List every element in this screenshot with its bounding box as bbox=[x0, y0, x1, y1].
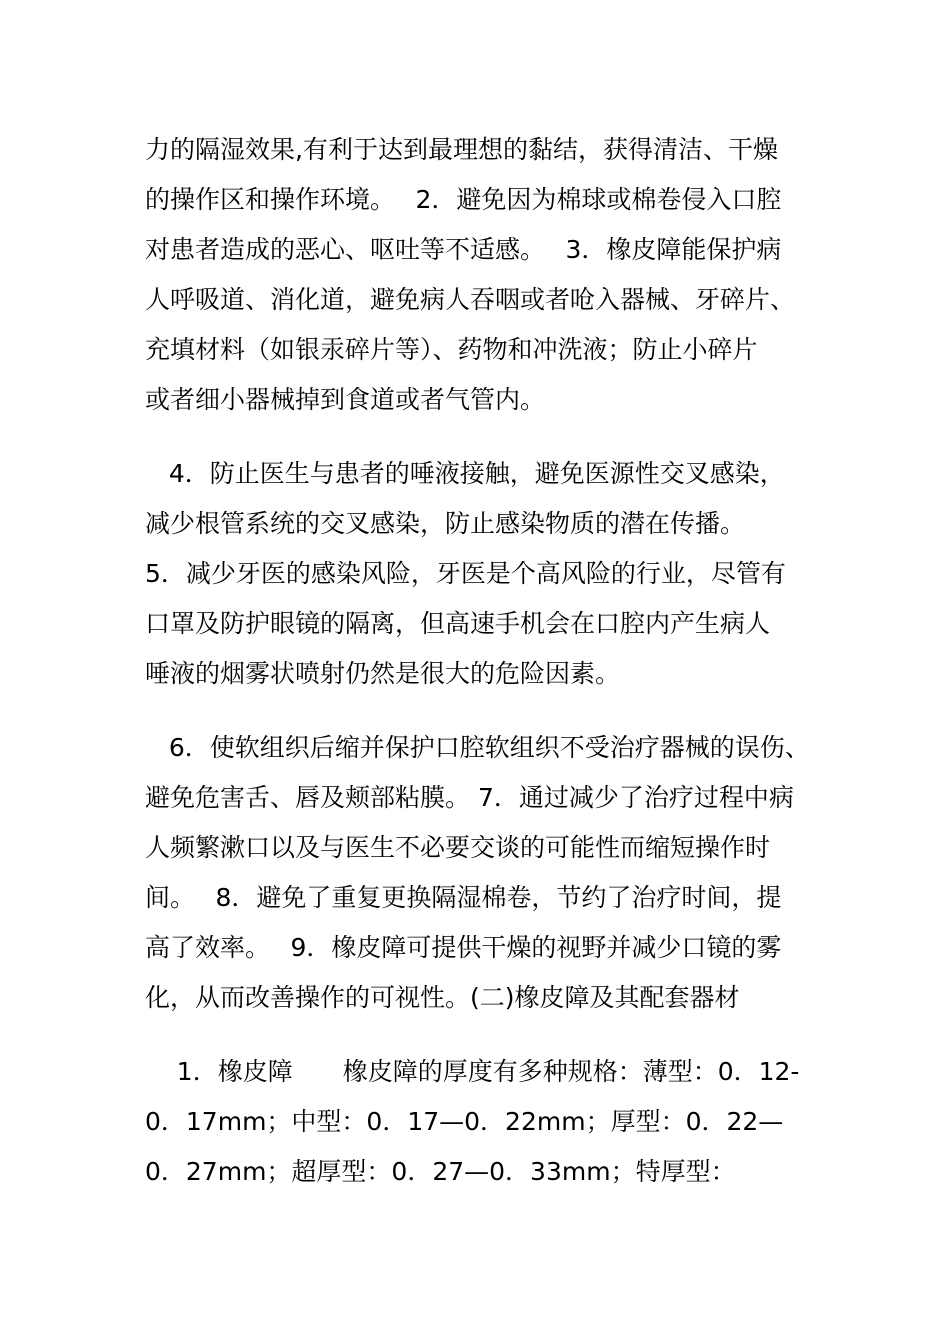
text-line: 6．使软组织后缩并保护口腔软组织不受治疗器械的误伤、 bbox=[145, 733, 810, 762]
text-line: 0．17mm；中型：0．17—0．22mm；厚型：0．22— bbox=[145, 1107, 784, 1136]
text-line: 口罩及防护眼镜的隔离，但高速手机会在口腔内产生病人 bbox=[145, 609, 771, 638]
text-line: 唾液的烟雾状喷射仍然是很大的危险因素。 bbox=[145, 659, 621, 688]
text-line: 0．27mm；超厚型：0．27—0．33mm；特厚型： bbox=[145, 1157, 736, 1186]
text-line: 化，从而改善操作的可视性。(二)橡皮障及其配套器材 bbox=[145, 983, 740, 1012]
text-line: 人频繁漱口以及与医生不必要交谈的可能性而缩短操作时 bbox=[145, 833, 771, 862]
text-line: 或者细小器械掉到食道或者气管内。 bbox=[145, 385, 546, 414]
text-line: 避免危害舌、唇及颊部粘膜。 7．通过减少了治疗过程中病 bbox=[145, 783, 794, 812]
text-line: 的操作区和操作环境。 2．避免因为棉球或棉卷侵入口腔 bbox=[145, 185, 782, 214]
text-line: 间。 8．避免了重复更换隔湿棉卷，节约了治疗时间，提 bbox=[145, 883, 782, 912]
text-line: 人呼吸道、消化道，避免病人吞咽或者呛入器械、牙碎片、 bbox=[145, 285, 796, 314]
text-line: 高了效率。 9．橡皮障可提供干燥的视野并减少口镜的雾 bbox=[145, 933, 782, 962]
text-line: 4．防止医生与患者的唾液接触，避免医源性交叉感染， bbox=[145, 459, 785, 488]
text-line: 1．橡皮障 橡皮障的厚度有多种规格：薄型：0．12- bbox=[145, 1057, 800, 1086]
text-line: 力的隔湿效果,有利于达到最理想的黏结，获得清洁、干燥 bbox=[145, 135, 778, 164]
text-line: 充填材料（如银汞碎片等）、药物和冲洗液；防止小碎片 bbox=[145, 335, 758, 364]
text-line: 对患者造成的恶心、呕吐等不适感。 3．橡皮障能保护病 bbox=[145, 235, 782, 264]
text-line: 减少根管系统的交叉感染，防止感染物质的潜在传播。 bbox=[145, 509, 746, 538]
text-line: 5．减少牙医的感染风险，牙医是个高风险的行业，尽管有 bbox=[145, 559, 786, 588]
